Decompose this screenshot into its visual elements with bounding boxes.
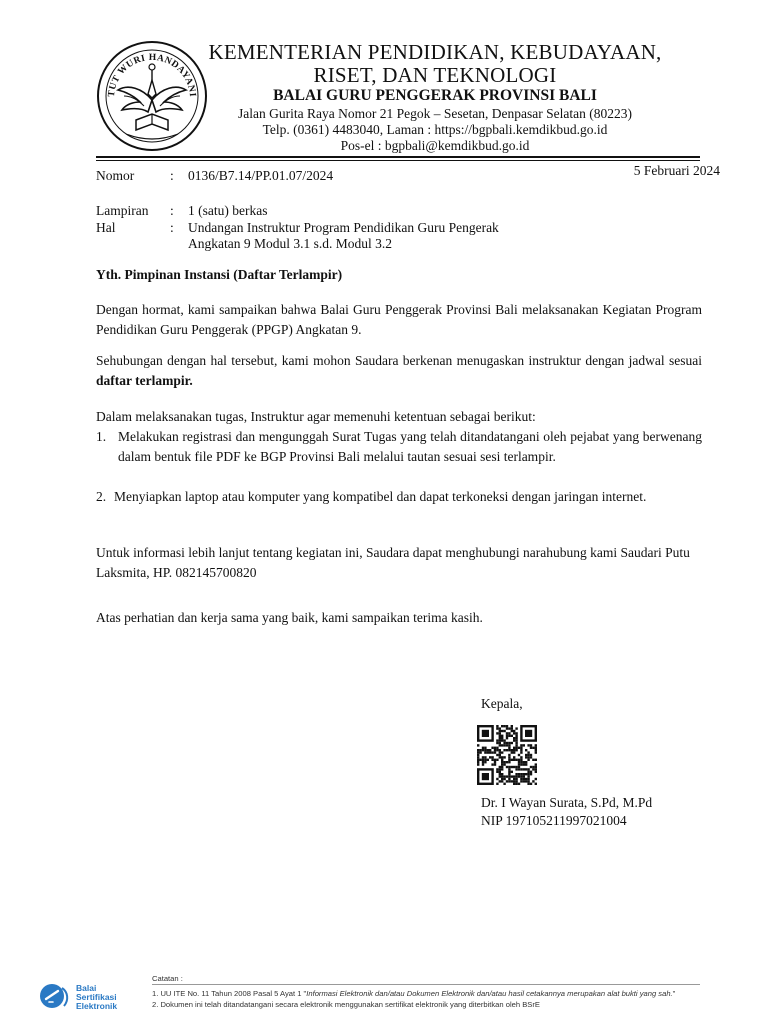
lampiran-value: 1 (satu) berkas xyxy=(188,203,268,218)
office-address: Jalan Gurita Raya Nomor 21 Pegok – Sesetan, Denpasar Selatan (80223) xyxy=(237,106,633,121)
office-name: BALAI GURU PENGGERAK PROVINSI BALI xyxy=(273,87,597,104)
nomor-value: 0136/B7.14/PP.01.07/2024 xyxy=(188,168,334,183)
signer-nip: NIP 197105211997021004 xyxy=(481,813,627,828)
nomor-colon: : xyxy=(170,168,174,183)
paragraph-request-bold: daftar terlampir. xyxy=(96,373,193,388)
hal-label: Hal xyxy=(96,220,116,235)
footer-note-1 xyxy=(152,989,675,998)
lampiran-colon: : xyxy=(170,203,174,218)
paragraph-contact: Untuk informasi lebih lanjut tentang kegiatan ini, Saudara dapat menghubungi narahubung kami Saudari Putu Laksmita, HP. 082145700820 xyxy=(96,545,690,580)
bse-name xyxy=(76,984,117,1011)
paragraph-request-text: Sehubungan dengan hal tersebut, kami mohon Saudara berkenan menugaskan instruktur dengan jadwal sesuai xyxy=(96,353,702,368)
logo-motto: TUT WURI HANDAYANI xyxy=(106,52,198,98)
paragraph-conditions-intro: Dalam melaksanakan tugas, Instruktur agar memenuhi ketentuan sebagai berikut: xyxy=(96,409,536,424)
bse-name-line3: Elektronik xyxy=(76,1001,118,1011)
paragraph-opening: Dengan hormat, kami sampaikan bahwa Balai Guru Penggerak Provinsi Bali melaksanakan Kegiatan Program Pendidikan Guru Penggerak (PPGP) Angkatan 9. xyxy=(96,302,702,337)
footer-divider xyxy=(152,984,700,985)
bse-logo-icon xyxy=(38,982,72,1010)
letter-date: 5 Februari 2024 xyxy=(633,163,720,178)
list-item-1-text: Melakukan registrasi dan mengunggah Surat Tugas yang telah ditandatangani oleh pejabat yang berwenang dalam bentuk file PDF ke BGP Provinsi Bali melalui tautan sesuai sesi terlampir. xyxy=(118,429,702,464)
list-item-1-number: 1. xyxy=(96,429,107,444)
bse-name-line2: Sertifikasi xyxy=(76,992,117,1002)
lampiran-label: Lampiran xyxy=(96,203,149,218)
recipient: Yth. Pimpinan Instansi (Daftar Terlampir) xyxy=(96,267,343,282)
hal-colon: : xyxy=(170,220,174,235)
paragraph-request xyxy=(96,351,702,391)
bse-name-line1: Balai xyxy=(76,983,97,993)
hal-value-line2: Angkatan 9 Modul 3.1 s.d. Modul 3.2 xyxy=(188,236,392,251)
office-contact: Telp. (0361) 4483040, Laman : https://bgpbali.kemdikbud.go.id xyxy=(262,122,608,137)
footer-notes-heading: Catatan : xyxy=(152,974,183,983)
footer-note-1-prefix: 1. UU ITE No. 11 Tahun 2008 Pasal 5 Ayat 1 " xyxy=(152,989,307,998)
footer-note-2: 2. Dokumen ini telah ditandatangani secara elektronik menggunakan sertifikat elektronik yang diterbitkan oleh BSrE xyxy=(152,1000,540,1009)
signature-title: Kepala, xyxy=(481,696,523,711)
footer-note-1-suffix: " xyxy=(672,989,676,998)
ministry-name-line2: RISET, DAN TEKNOLOGI xyxy=(313,63,557,87)
paragraph-closing: Atas perhatian dan kerja sama yang baik, kami sampaikan terima kasih. xyxy=(96,610,483,625)
footer-note-1-quote: Informasi Elektronik dan/atau Dokumen Elektronik dan/atau hasil cetakannya merupakan alat bukti yang sah. xyxy=(306,989,673,998)
signer-name: Dr. I Wayan Surata, S.Pd, M.Pd xyxy=(481,795,653,810)
ministry-name-line1: KEMENTERIAN PENDIDIKAN, KEBUDAYAAN, xyxy=(208,40,662,64)
letterhead-rule xyxy=(96,156,700,158)
list-item-2-text: Menyiapkan laptop atau komputer yang kompatibel dan dapat terkoneksi dengan jaringan internet. xyxy=(114,489,647,504)
hal-value-line1: Undangan Instruktur Program Pendidikan Guru Pengerak xyxy=(188,220,499,235)
office-email: Pos-el : bgpbali@kemdikbud.go.id xyxy=(340,138,530,153)
list-item-2-number: 2. xyxy=(96,489,107,504)
nomor-label: Nomor xyxy=(96,168,135,183)
qr-code xyxy=(476,725,538,785)
